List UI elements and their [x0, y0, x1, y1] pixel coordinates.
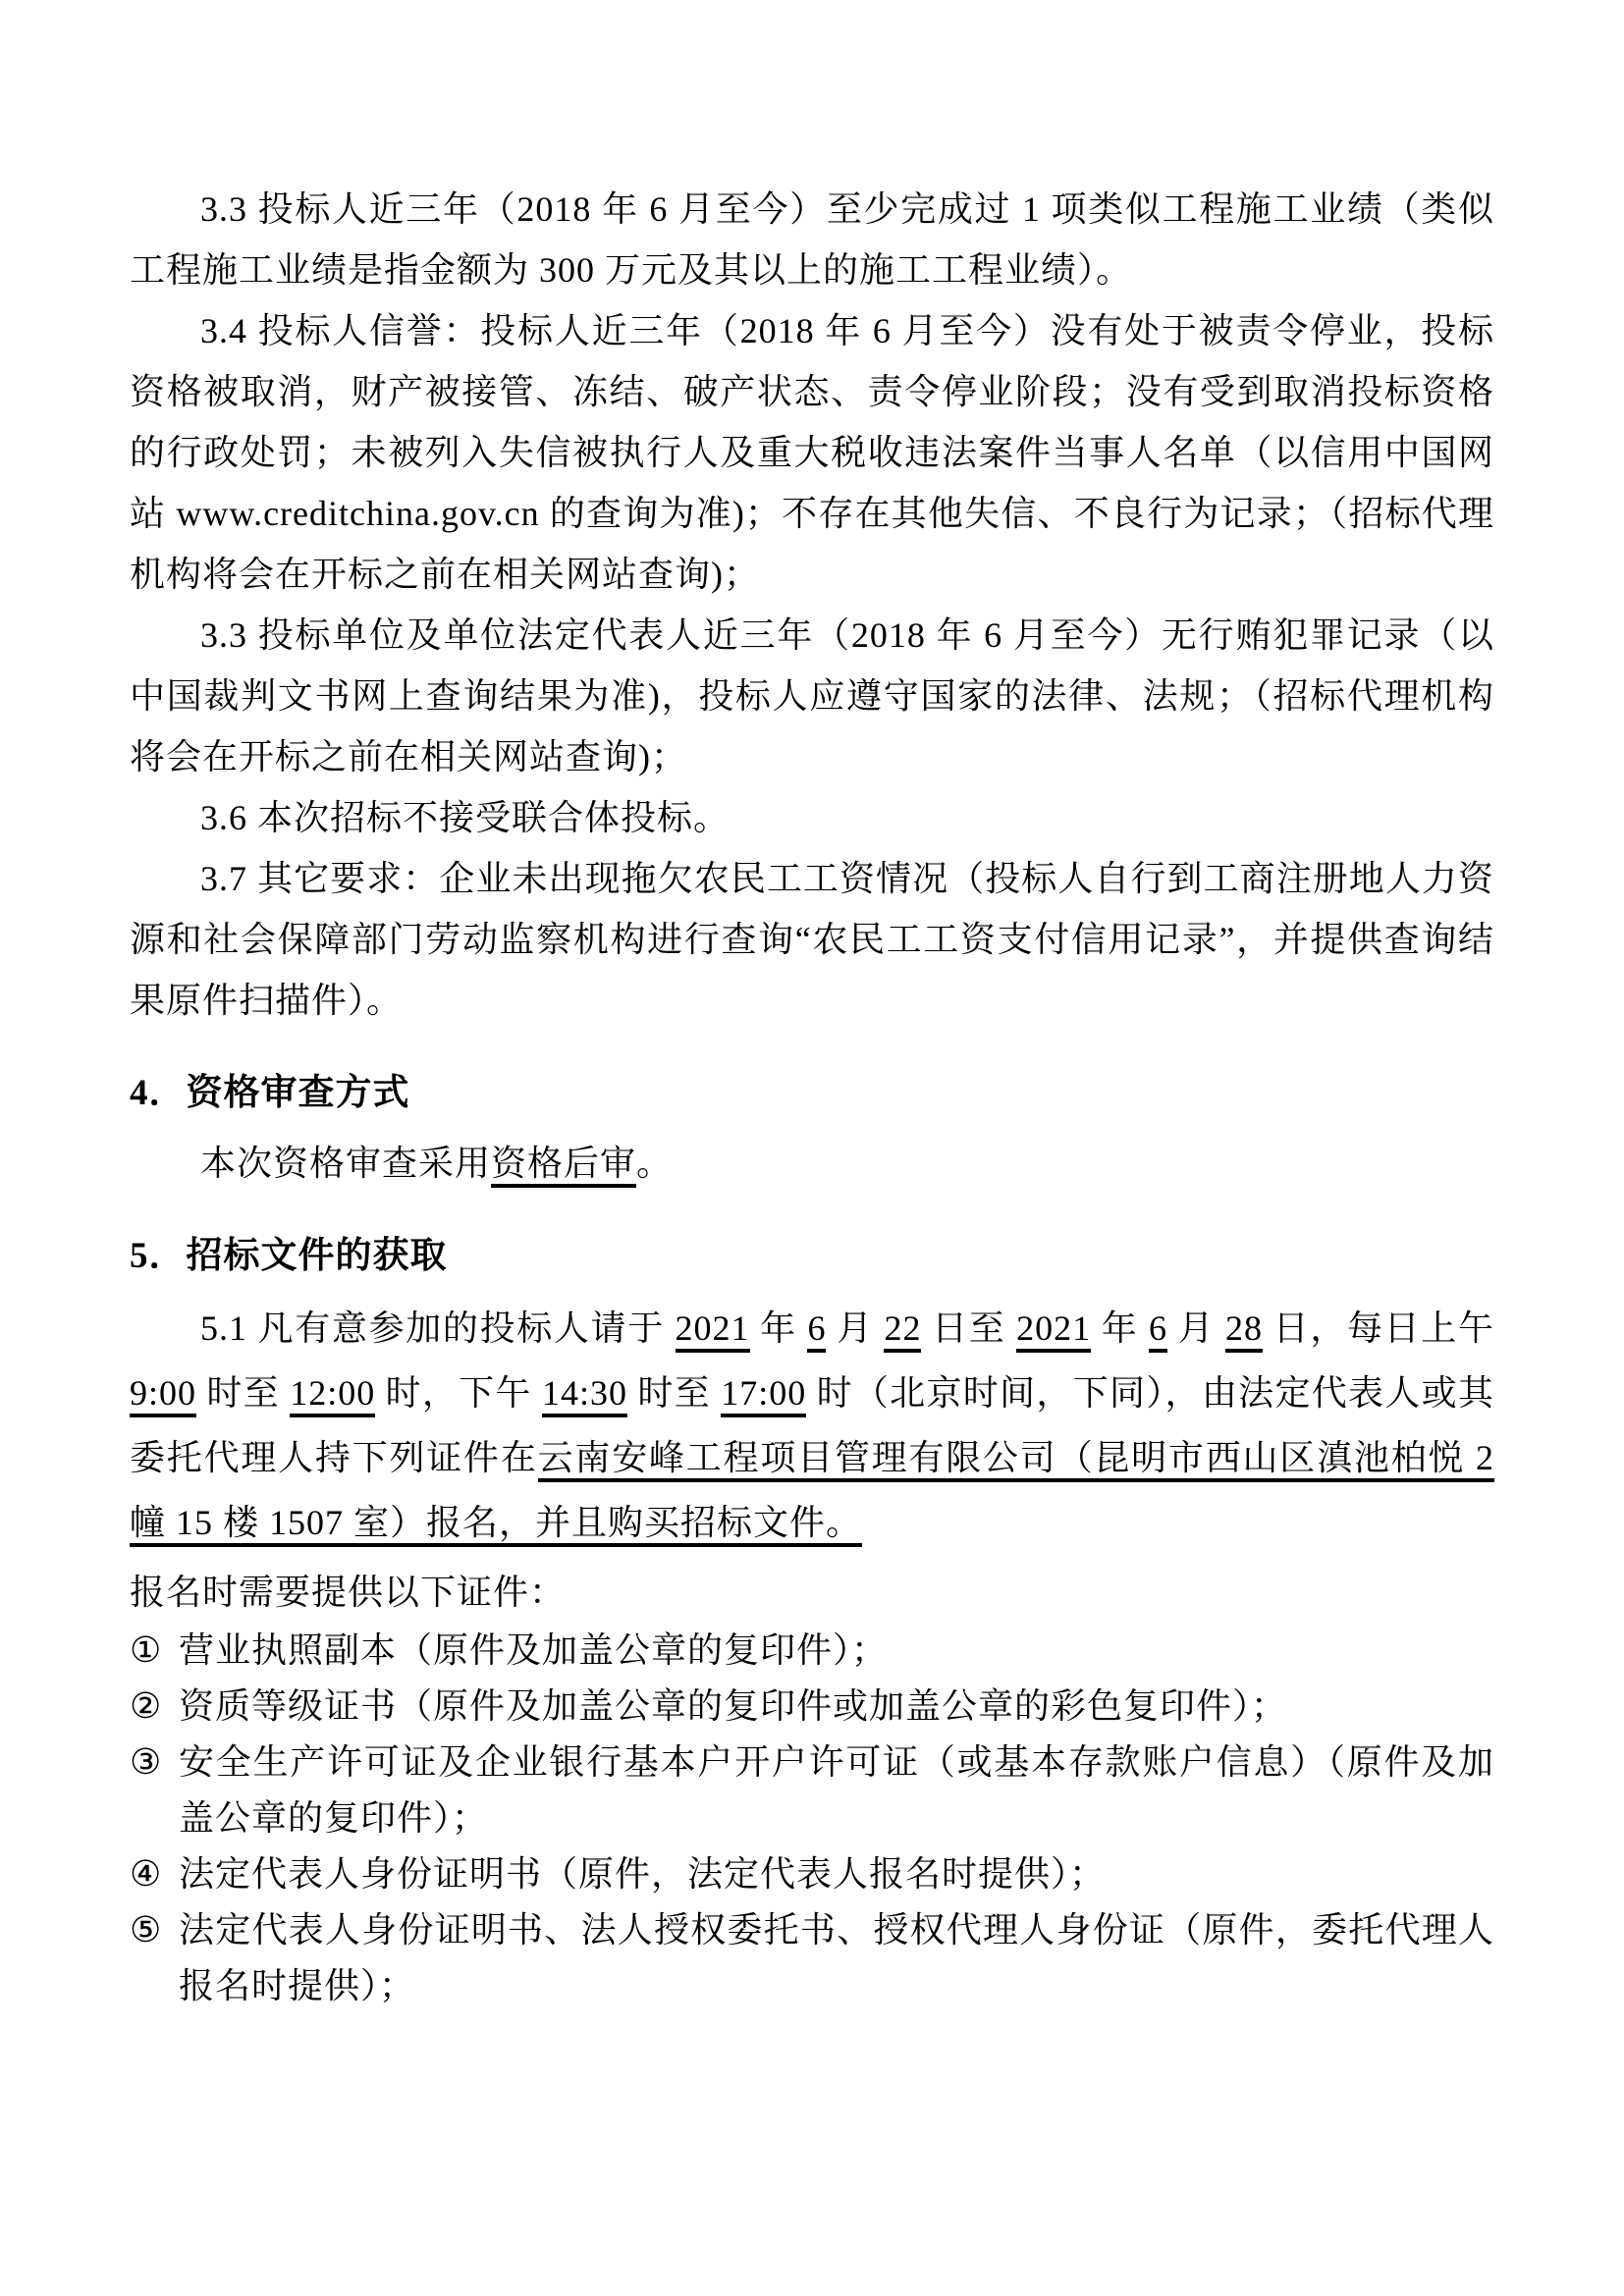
underlined-day: 22 — [884, 1308, 921, 1353]
underlined-agency-address: 云南安峰工程项目管理有限公司（昆明市西山区滇池柏悦 2 幢 15 楼 1507 室）报名，并且购买招标文件。 — [130, 1438, 1494, 1547]
section-4-heading: 4．资格审查方式 — [130, 1073, 410, 1113]
list-item — [130, 1735, 1494, 1846]
list-item-text: 法定代表人身份证明书（原件，法定代表人报名时提供）； — [179, 1854, 1107, 1894]
underlined-day: 28 — [1225, 1308, 1263, 1353]
underlined-month: 6 — [1149, 1308, 1167, 1353]
underlined-month: 6 — [807, 1308, 826, 1353]
text-segment: 。 — [636, 1144, 674, 1183]
paragraph-3-7-other-requirements: 3.7 其它要求：企业未出现拖欠农民工工资情况（投标人自行到工商注册地人力资源和社会保障部门劳动监察机构进行查询“农民工工资支付信用记录”，并提供查询结果原件扫描件）。 — [130, 859, 1494, 1020]
paragraph-required-documents-intro: 报名时需要提供以下证件： — [130, 1573, 567, 1612]
text-segment: 本次资格审查采用 — [200, 1144, 492, 1183]
underlined-time: 14:30 — [542, 1373, 627, 1417]
list-marker: ② — [130, 1686, 163, 1726]
text-segment: 年 — [1091, 1308, 1150, 1348]
list-item — [130, 1679, 1494, 1735]
underlined-time: 9:00 — [130, 1373, 196, 1417]
underlined-time: 12:00 — [290, 1373, 375, 1417]
paragraph-3-6-no-consortium: 3.6 本次招标不接受联合体投标。 — [200, 798, 731, 837]
list-marker: ⑤ — [130, 1910, 163, 1949]
required-documents-list — [130, 1623, 1494, 2014]
paragraph-3-4-bidder-reputation: 3.4 投标人信誉：投标人近三年（2018 年 6 月至今）没有处于被责令停业，投标资格被取消，财产被接管、冻结、破产状态、责令停业阶段；没有受到取消投标资格的行政处罚；未被列入失信被执行人及重大税收违法案件当事人名单（以信用中国网站 www.creditchina.gov.cn 的查询为准)；不存在其他失信、不良行为记录；（招标代理机构将会在开标之前在相关网站查询)； — [130, 311, 1494, 594]
text-segment: 时至 — [196, 1373, 291, 1413]
list-item-text: 营业执照副本（原件及加盖公章的复印件）； — [179, 1630, 889, 1670]
underlined-year: 2021 — [676, 1308, 750, 1353]
text-segment: 时至 — [627, 1373, 722, 1413]
underlined-qualification-method: 资格后审 — [491, 1144, 636, 1188]
text-segment: 月 — [826, 1308, 885, 1348]
list-marker: ① — [130, 1630, 163, 1670]
text-segment: 月 — [1167, 1308, 1226, 1348]
underlined-time: 17:00 — [721, 1373, 806, 1417]
list-marker: ③ — [130, 1742, 163, 1782]
list-item — [130, 1902, 1494, 2014]
text-segment: 日至 — [921, 1308, 1017, 1348]
list-item-text: 资质等级证书（原件及加盖公章的复印件或加盖公章的彩色复印件）； — [179, 1686, 1288, 1726]
list-marker: ④ — [130, 1854, 163, 1894]
list-item — [130, 1623, 1494, 1679]
paragraph-3-3-similar-project: 3.3 投标人近三年（2018 年 6 月至今）至少完成过 1 项类似工程施工业绩（类似工程施工业绩是指金额为 300 万元及其以上的施工工程业绩）。 — [130, 189, 1494, 290]
paragraph-4-qualification-review — [130, 1133, 1494, 1194]
underlined-year: 2021 — [1016, 1308, 1091, 1353]
list-item-text: 法定代表人身份证明书、法人授权委托书、授权代理人身份证（原件，委托代理人报名时提供）； — [179, 1910, 1494, 2005]
text-segment: 时，下午 — [375, 1373, 543, 1413]
text-segment: 时（北京时间，下同），由法定代表人或其委托代理人持下列证件在 — [130, 1373, 1494, 1477]
paragraph-5-1-registration — [130, 1296, 1494, 1555]
section-5-heading: 5．招标文件的获取 — [130, 1236, 448, 1276]
list-item-text: 安全生产许可证及企业银行基本户开户许可证（或基本存款账户信息）（原件及加盖公章的复印件）； — [179, 1742, 1494, 1838]
text-segment: 5.1 凡有意参加的投标人请于 — [200, 1308, 676, 1348]
paragraph-3-3-no-bribery-record: 3.3 投标单位及单位法定代表人近三年（2018 年 6 月至今）无行贿犯罪记录（以中国裁判文书网上查询结果为准)，投标人应遵守国家的法律、法规；（招标代理机构将会在开标之前在相关网站查询)； — [130, 615, 1494, 776]
text-segment: 日，每日上午 — [1263, 1308, 1494, 1348]
list-item — [130, 1846, 1494, 1902]
text-segment: 年 — [749, 1308, 808, 1348]
